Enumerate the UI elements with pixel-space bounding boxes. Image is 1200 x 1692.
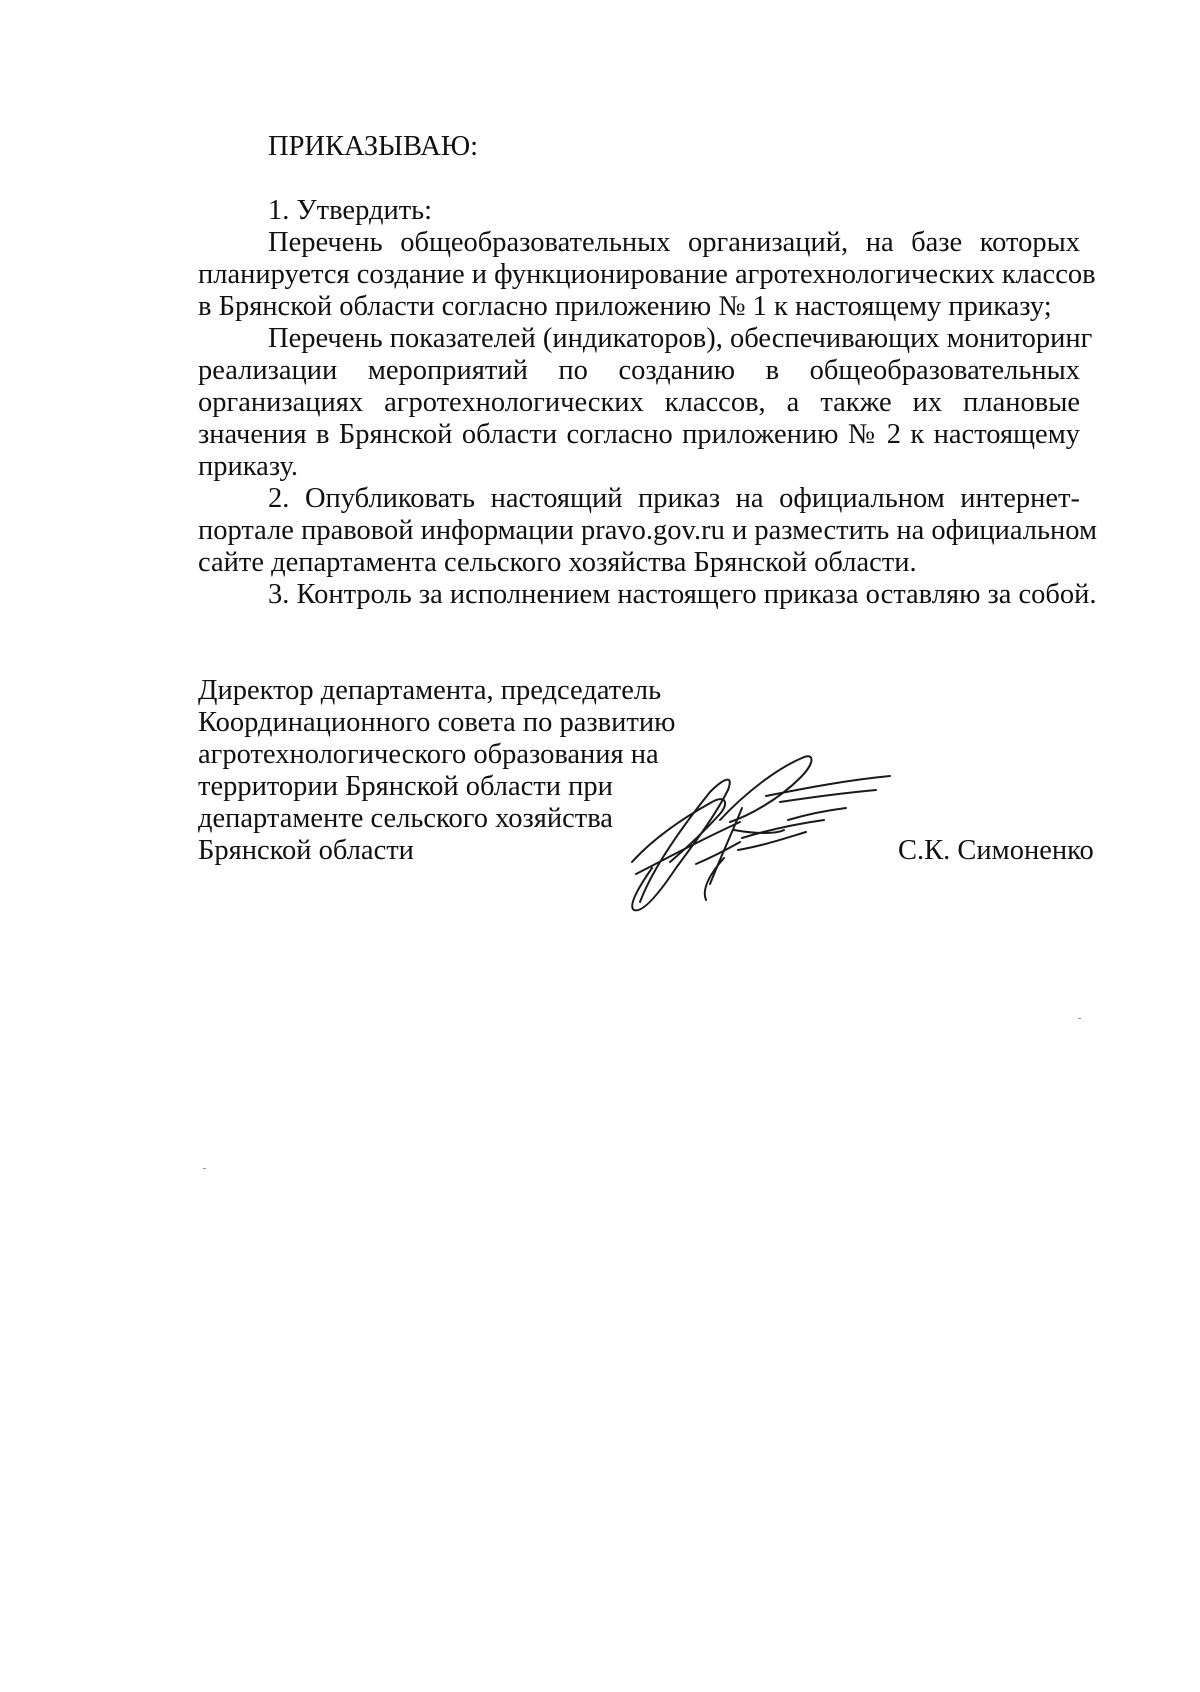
signatory-position-line-5: департаменте сельского хозяйства	[198, 803, 613, 834]
signatory-position-line-6: Брянской области	[198, 835, 414, 866]
item-2-line-2: портале правовой информации pravo.gov.ru и разместить на официальном	[198, 515, 1098, 546]
item-1-para-2-line-1: Перечень показателей (индикаторов), обеспечивающих мониторинг	[268, 323, 1093, 354]
scan-speck-2	[203, 1168, 206, 1169]
order-heading: ПРИКАЗЫВАЮ:	[268, 131, 479, 162]
item-3: 3. Контроль за исполнением настоящего приказа оставляю за собой.	[268, 579, 1097, 610]
item-1-para-1-line-1: Перечень общеобразовательных организаций, на базе которых	[268, 227, 1080, 258]
handwritten-signature	[630, 750, 930, 920]
item-1-para-1-line-3: в Брянской области согласно приложению № 1 к настоящему приказу;	[198, 291, 1052, 322]
item-1-title: 1. Утвердить:	[268, 195, 433, 226]
signatory-position-line-2: Координационного совета по развитию	[198, 707, 676, 738]
item-2-line-3: сайте департамента сельского хозяйства Брянской области.	[198, 547, 917, 578]
scan-speck-1	[1078, 1018, 1081, 1019]
item-1-para-2-line-5: приказу.	[198, 451, 299, 482]
item-1-para-2-line-3: организациях агротехнологических классов, а также их плановые	[198, 387, 1080, 418]
item-1-para-1-line-2: планируется создание и функционирование агротехнологических классов	[198, 259, 1096, 290]
item-2-line-1: 2. Опубликовать настоящий приказ на официальном интернет-	[268, 483, 1080, 514]
item-1-para-2-line-2: реализации мероприятий по созданию в общеобразовательных	[198, 355, 1080, 386]
signatory-position-line-4: территории Брянской области при	[198, 771, 613, 802]
signatory-position-line-3: агротехнологического образования на	[198, 739, 659, 770]
signatory-name: С.К. Симоненко	[898, 835, 1094, 866]
item-1-para-2-line-4: значения в Брянской области согласно приложению № 2 к настоящему	[198, 419, 1080, 450]
signatory-position-line-1: Директор департамента, председатель	[198, 675, 662, 706]
